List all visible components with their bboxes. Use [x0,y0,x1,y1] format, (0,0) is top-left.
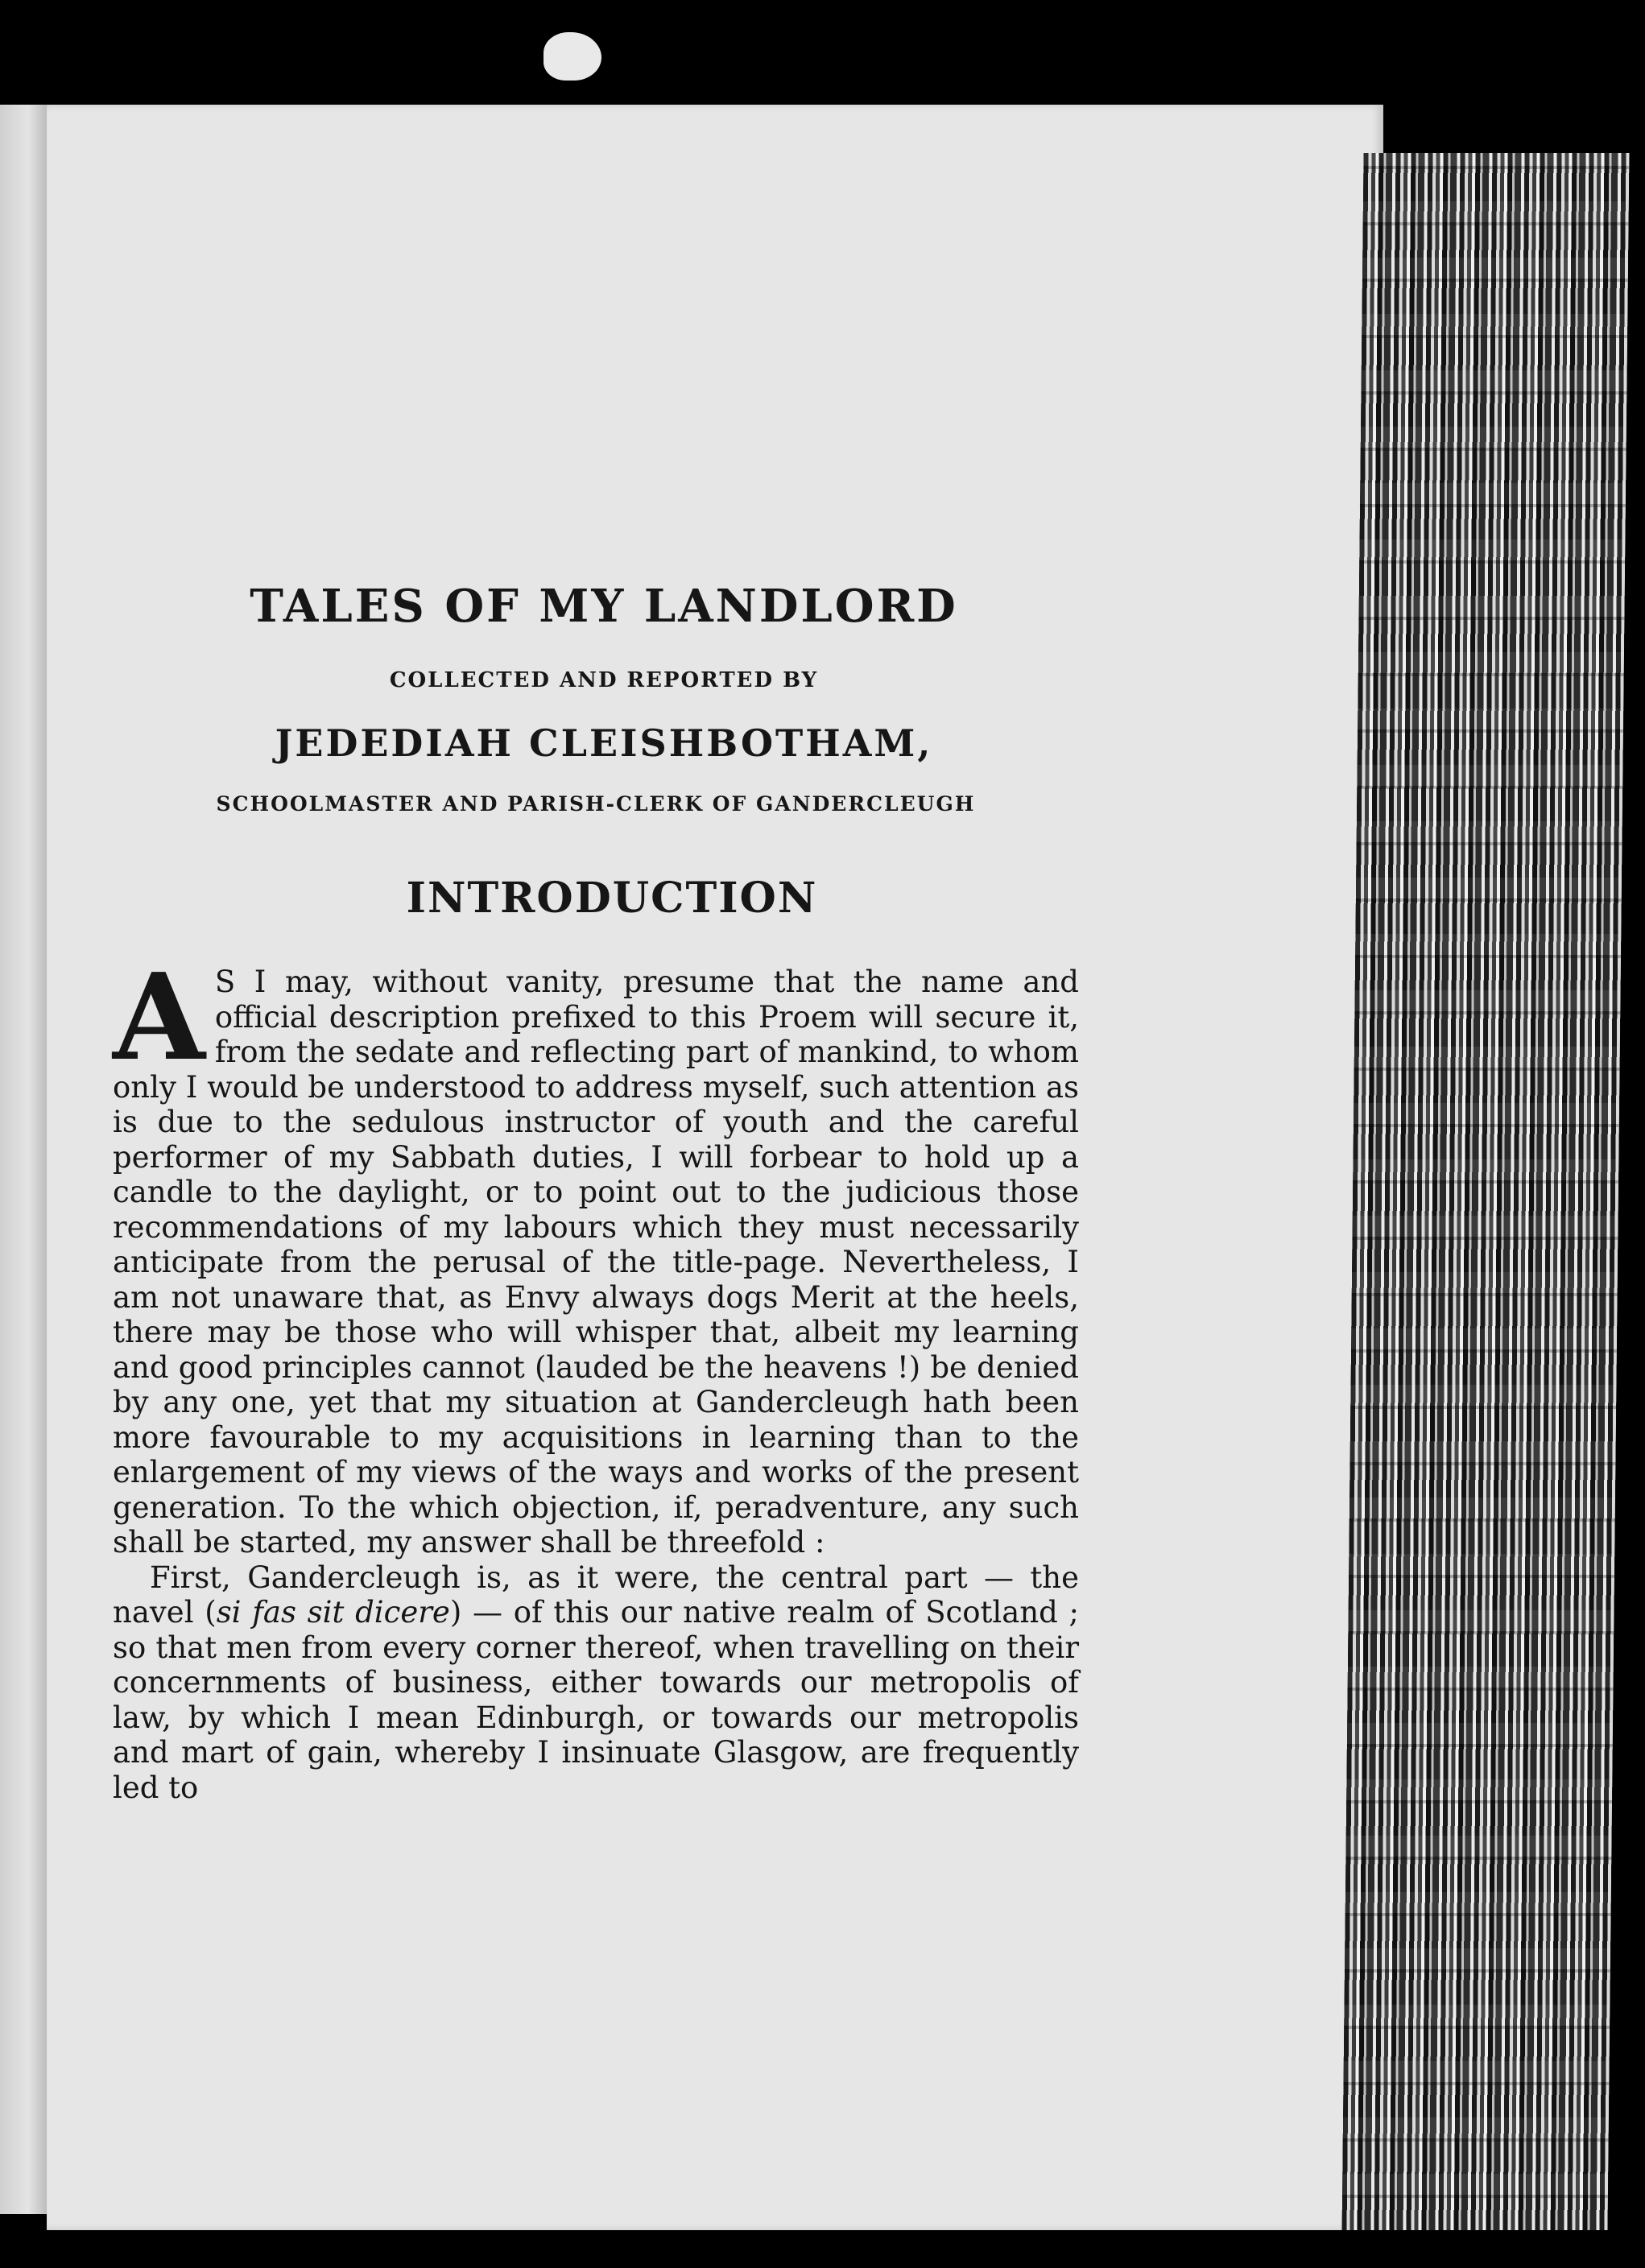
book-title: TALES OF MY LANDLORD [250,580,958,633]
section-heading: INTRODUCTION [406,874,818,923]
paragraph-2-text-after: ) — of this our native realm of Scotland ; so that men from every corner thereof, when travelling on their concernments of business, either towards our metropolis of law, by which I mean Edinburgh, or towards our metropolis and mart of gain, whereby I insinuate Glasgow, are frequently led to [113,1595,1080,1805]
collected-line: COLLECTED AND REPORTED BY [389,668,819,692]
latin-phrase: si fas sit dicere [216,1595,450,1630]
paragraph-2-text-before: First, Gandercleugh is, as it were, the central part — the navel ( [113,1560,1079,1630]
page-edges-stack [1341,153,1629,2230]
paragraph-1 [113,947,1079,1560]
left-page-edge [0,105,47,2214]
paragraph-2 [113,1560,1079,1806]
paragraph-1-text: S I may, without vanity, presume that the name and official description prefixed to this Proem will secure it, from the sedate and reflecting part of mankind, to whom only I would be understood to address myself, such attention as is due to the sedulous instructor of youth and the careful performer of my Sabbath duties, I will forbear to hold up a candle to the daylight, or to point out to the judicious those recommendations of my labours which they must necessarily anticipate from the perusal of the title-page. Nevertheless, I am not unaware that, as Envy always dogs Merit at the heels, there may be those who will whisper that, albeit my learning and good principles cannot (lauded be the heavens !) be denied by any one, yet that my situation at Gandercleugh hath been more favourable to my acquisitions in learning than to the enlargement of my views of the ways and works of the present generation. To the which objection, if, peradventure, any such shall be started, my answer shall be threefold : [113,965,1079,1560]
drop-cap: A [113,947,205,1087]
author-position: SCHOOLMASTER AND PARISH-CLERK OF GANDERCLEUGH [216,792,976,816]
author-name: JEDEDIAH CLEISHBOTHAM, [275,721,933,765]
scan-blot [544,32,601,81]
page-content [113,580,1079,1805]
